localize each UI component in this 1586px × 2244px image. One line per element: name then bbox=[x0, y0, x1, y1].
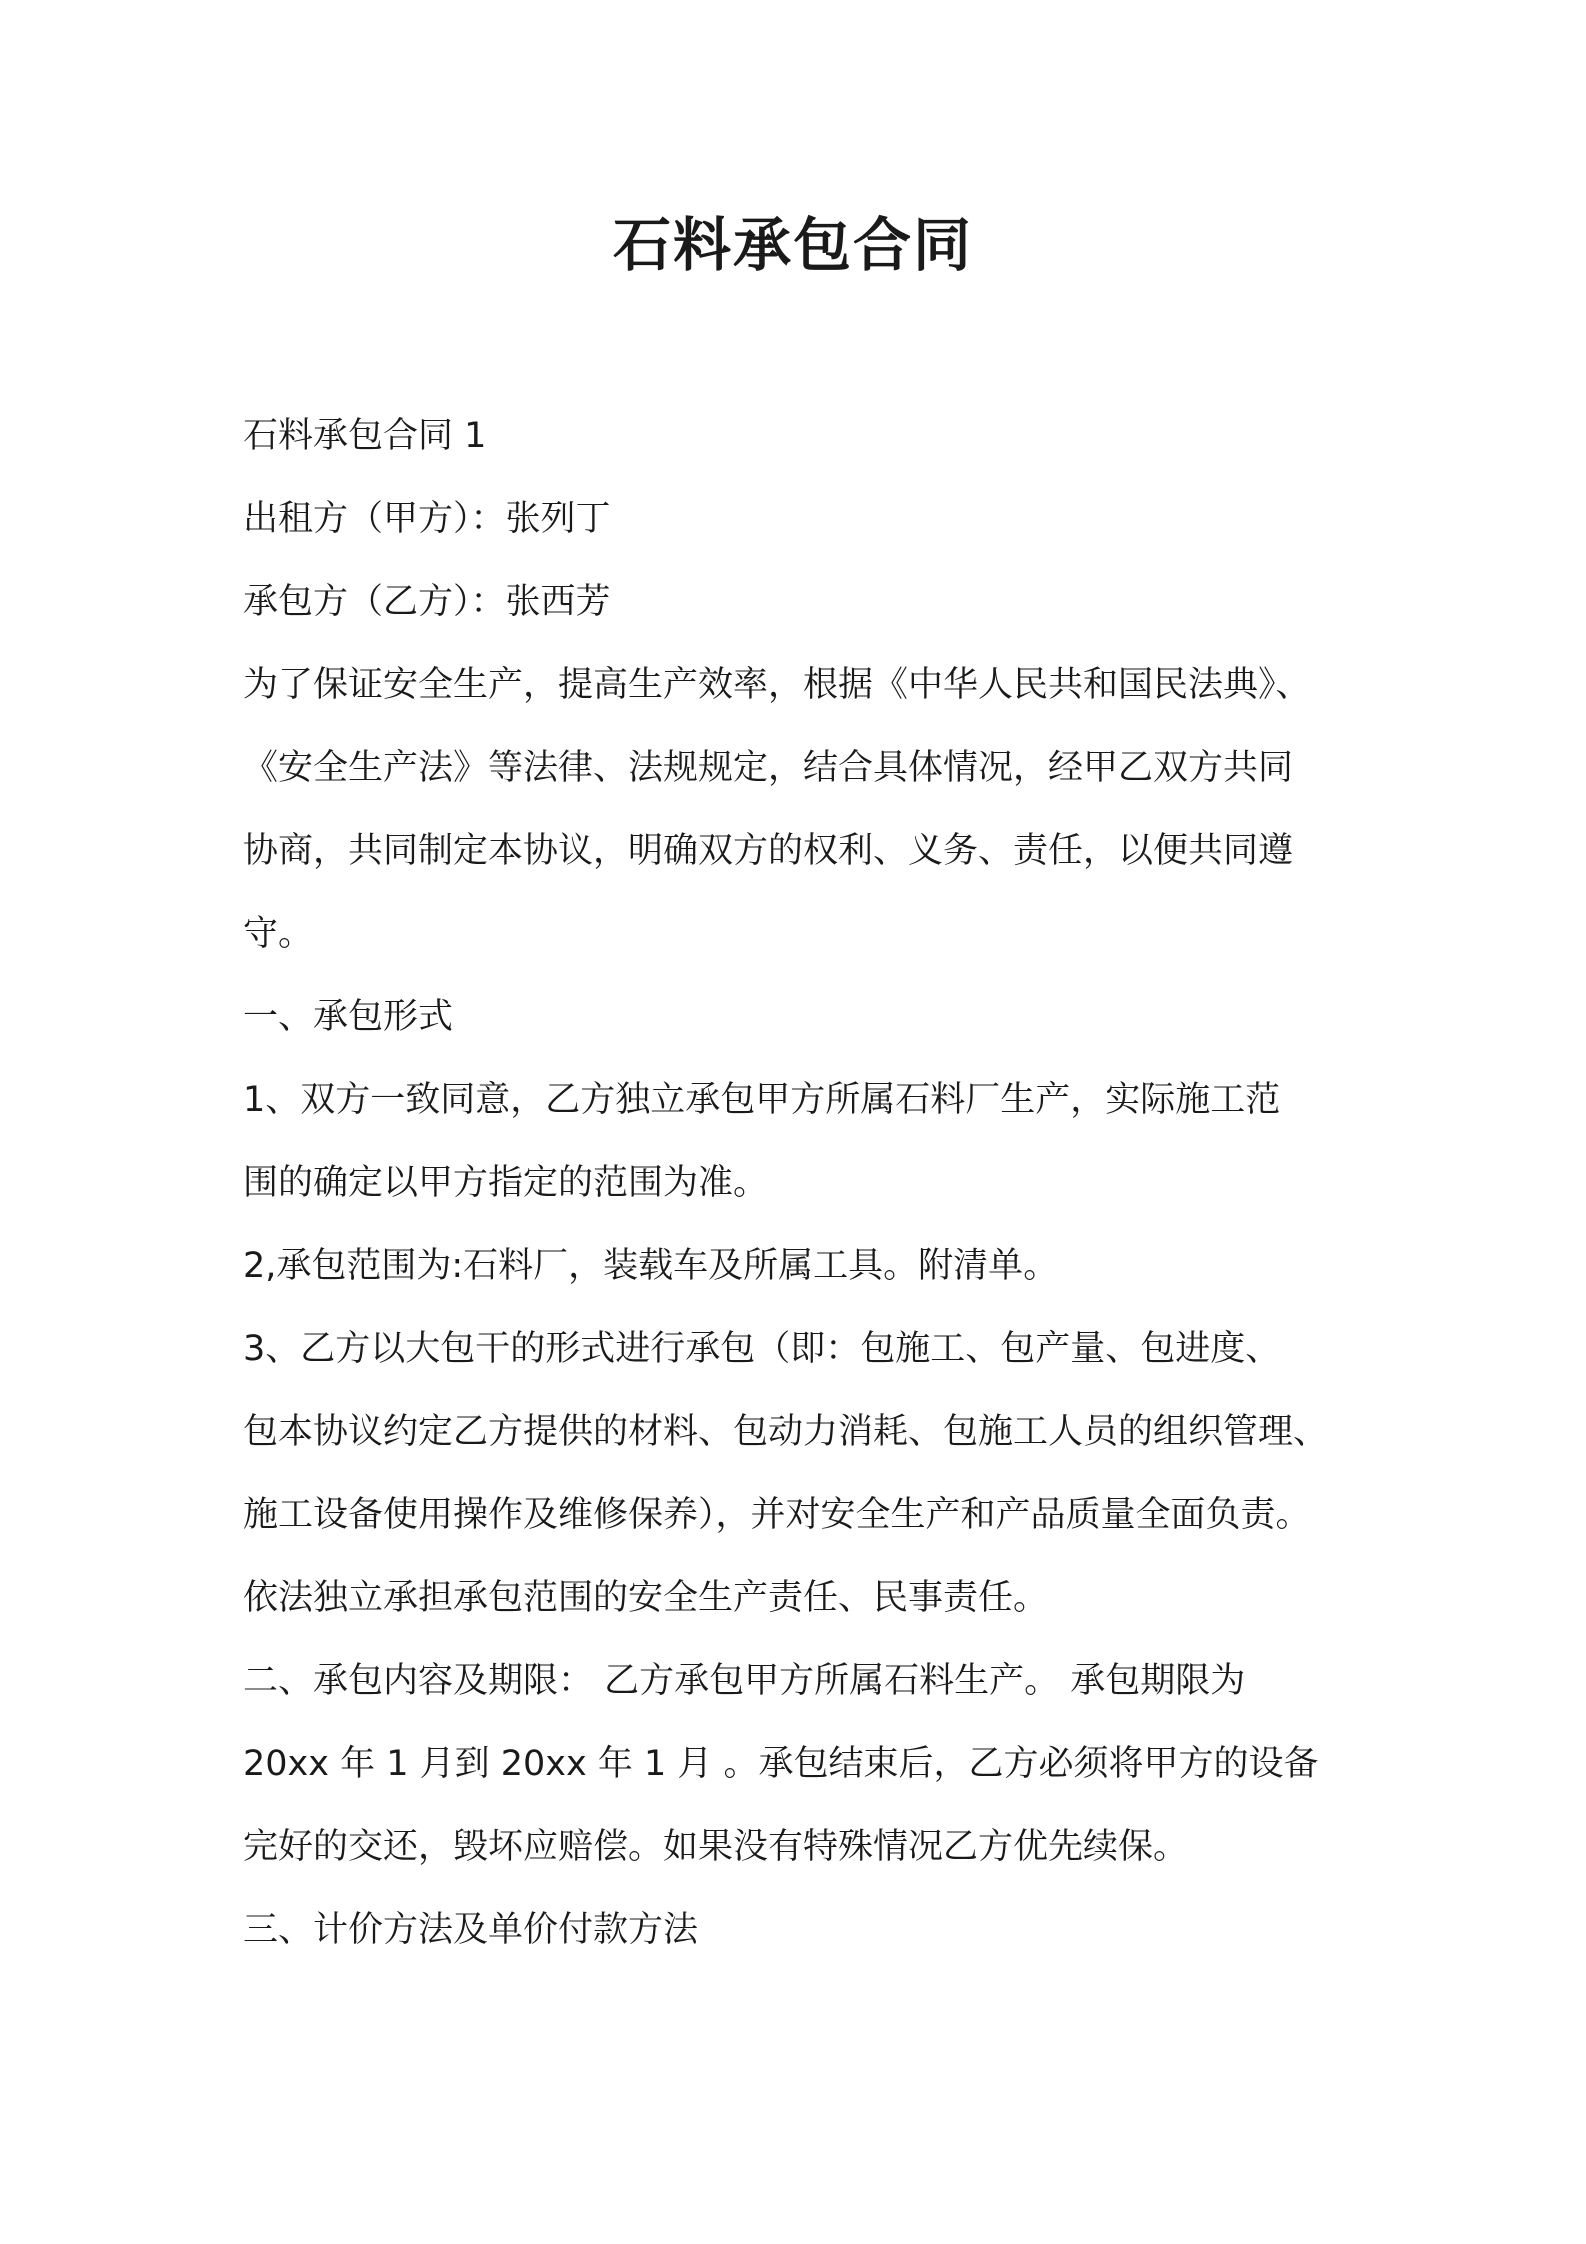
clause-3-line: 包本协议约定乙方提供的材料、包动力消耗、包施工人员的组织管理、 bbox=[243, 1412, 1329, 1452]
section-2-line: 20xx 年 1 月到 20xx 年 1 月 。承包结束后，乙方必须将甲方的设备 bbox=[243, 1744, 1319, 1784]
clause-3-line: 施工设备使用操作及维修保养），并对安全生产和产品质量全面负责。 bbox=[243, 1495, 1311, 1535]
section-2-line: 二、承包内容及期限： 乙方承包甲方所属石料生产。 承包期限为 bbox=[243, 1661, 1246, 1701]
section-3-heading: 三、计价方法及单价付款方法 bbox=[243, 1910, 699, 1950]
document-title: 石料承包合同 bbox=[612, 211, 973, 279]
section-1-heading: 一、承包形式 bbox=[243, 997, 454, 1037]
section-2-line: 完好的交还，毁坏应赔偿。如果没有特殊情况乙方优先续保。 bbox=[243, 1827, 1189, 1867]
clause-1-line: 1、双方一致同意，乙方独立承包甲方所属石料厂生产，实际施工范 bbox=[243, 1080, 1281, 1120]
preamble-line: 《安全生产法》等法律、法规规定，结合具体情况，经甲乙双方共同 bbox=[243, 748, 1294, 788]
contract-subtitle: 石料承包合同 1 bbox=[243, 416, 487, 456]
lessor-line: 出租方（甲方）：张列丁 bbox=[243, 499, 611, 539]
preamble-line: 为了保证安全生产，提高生产效率，根据《中华人民共和国民法典》、 bbox=[243, 665, 1311, 705]
clause-2-line: 2,承包范围为:石料厂，装载车及所属工具。附清单。 bbox=[243, 1246, 1059, 1286]
document-body bbox=[243, 395, 1379, 1972]
preamble-line: 协商，共同制定本协议，明确双方的权利、义务、责任，以便共同遵 bbox=[243, 831, 1294, 871]
clause-3-line: 依法独立承担承包范围的安全生产责任、民事责任。 bbox=[243, 1578, 1049, 1618]
preamble-line: 守。 bbox=[243, 914, 314, 954]
clause-1-line: 围的确定以甲方指定的范围为准。 bbox=[243, 1163, 769, 1203]
contractor-line: 承包方（乙方）：张西芳 bbox=[243, 582, 611, 622]
clause-3-line: 3、乙方以大包干的形式进行承包（即：包施工、包产量、包进度、 bbox=[243, 1329, 1281, 1369]
